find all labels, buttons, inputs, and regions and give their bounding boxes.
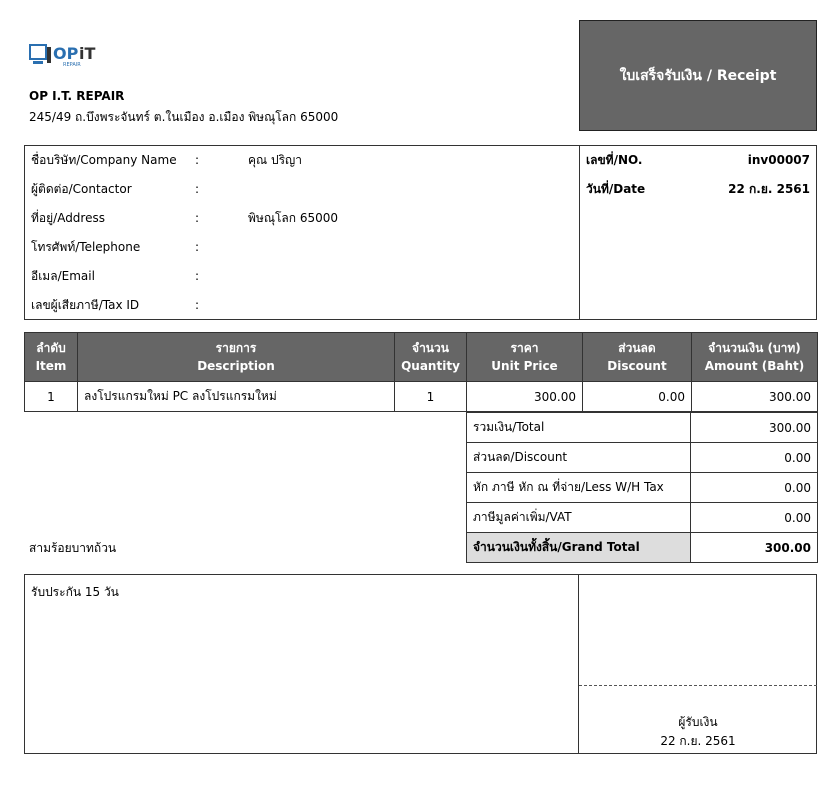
withholding-tax-label: หัก ภาษี หัก ณ ที่จ่าย/Less W/H Tax	[467, 473, 691, 503]
total-row	[467, 413, 818, 443]
quantity-cell: 1	[395, 382, 467, 412]
column-header-description: รายการ Description	[78, 333, 395, 382]
receiver-label: ผู้รับเงิน	[678, 715, 718, 729]
field-label: ผู้ติดต่อ/Contactor	[31, 182, 132, 196]
document-date-row	[586, 179, 810, 199]
warranty-note: รับประกัน 15 วัน	[31, 585, 119, 599]
invoice-number-row	[586, 150, 810, 170]
customer-row-telephone	[31, 237, 571, 257]
items-table	[24, 332, 818, 412]
signature-line	[579, 685, 817, 686]
company-name: OP I.T. REPAIR	[29, 89, 125, 103]
column-header-quantity: จำนวน Quantity	[395, 333, 467, 382]
document-date-label: วันที่/Date	[586, 182, 646, 196]
field-separator: :	[195, 182, 200, 196]
discount-value: 0.00	[691, 443, 818, 473]
grand-total-label: จำนวนเงินทั้งสิ้น/Grand Total	[467, 533, 691, 563]
item-number-cell: 1	[25, 382, 78, 412]
discount-row	[467, 443, 818, 473]
vat-value: 0.00	[691, 503, 818, 533]
customer-row-email	[31, 266, 571, 286]
document-meta-box	[580, 145, 817, 320]
customer-row-company	[31, 150, 571, 170]
totals-table	[466, 412, 818, 563]
customer-row-taxid	[31, 295, 571, 315]
field-value: พิษณุโลก 65000	[248, 211, 339, 225]
withholding-tax-row	[467, 473, 818, 503]
amount-in-words: สามร้อยบาทถ้วน	[29, 541, 117, 555]
unit-price-cell: 300.00	[467, 382, 583, 412]
field-separator: :	[195, 211, 200, 225]
vat-label: ภาษีมูลค่าเพิ่ม/VAT	[467, 503, 691, 533]
signature-area	[578, 575, 817, 753]
field-separator: :	[195, 298, 200, 312]
signature-date: 22 ก.ย. 2561	[660, 734, 736, 748]
field-separator: :	[195, 269, 200, 283]
customer-row-address	[31, 208, 571, 228]
total-value: 300.00	[691, 413, 818, 443]
field-label: ที่อยู่/Address	[31, 211, 105, 225]
field-label: โทรศัพท์/Telephone	[31, 240, 141, 254]
column-header-discount: ส่วนลด Discount	[583, 333, 692, 382]
company-logo	[29, 41, 109, 71]
amount-cell: 300.00	[692, 382, 818, 412]
total-label: รวมเงิน/Total	[467, 413, 691, 443]
invoice-number-label: เลขที่/NO.	[586, 153, 643, 167]
svg-text:iT: iT	[79, 44, 96, 63]
withholding-tax-value: 0.00	[691, 473, 818, 503]
field-label: ชื่อบริษัท/Company Name	[31, 153, 177, 167]
field-value: คุณ ปริญา	[248, 153, 302, 167]
discount-label: ส่วนลด/Discount	[467, 443, 691, 473]
invoice-number-value: inv00007	[747, 153, 810, 167]
field-label: อีเมล/Email	[31, 269, 95, 283]
field-separator: :	[195, 153, 200, 167]
document-title: ใบเสร็จรับเงิน / Receipt	[579, 20, 817, 131]
column-header-item: ลำดับ Item	[25, 333, 78, 382]
column-header-amount: จำนวนเงิน (บาท) Amount (Baht)	[692, 333, 818, 382]
document-date-value: 22 ก.ย. 2561	[728, 182, 810, 196]
svg-text:REPAIR: REPAIR	[63, 62, 81, 68]
svg-text:OP: OP	[53, 44, 79, 63]
table-row	[25, 382, 818, 412]
field-separator: :	[195, 240, 200, 254]
customer-info-box	[24, 145, 580, 320]
column-header-unit-price: ราคา Unit Price	[467, 333, 583, 382]
company-address: 245/49 ถ.บึงพระจันทร์ ต.ในเมือง อ.เมือง พิษณุโลก 65000	[29, 110, 339, 124]
customer-row-contactor	[31, 179, 571, 199]
notes-box	[24, 574, 817, 754]
items-table-header	[25, 333, 818, 382]
description-cell: ลงโปรแกรมใหม่ PC ลงโปรแกรมใหม่	[78, 382, 395, 412]
field-label: เลขผู้เสียภาษี/Tax ID	[31, 298, 140, 312]
discount-cell: 0.00	[583, 382, 692, 412]
grand-total-value: 300.00	[691, 533, 818, 563]
vat-row	[467, 503, 818, 533]
grand-total-row	[467, 533, 818, 563]
